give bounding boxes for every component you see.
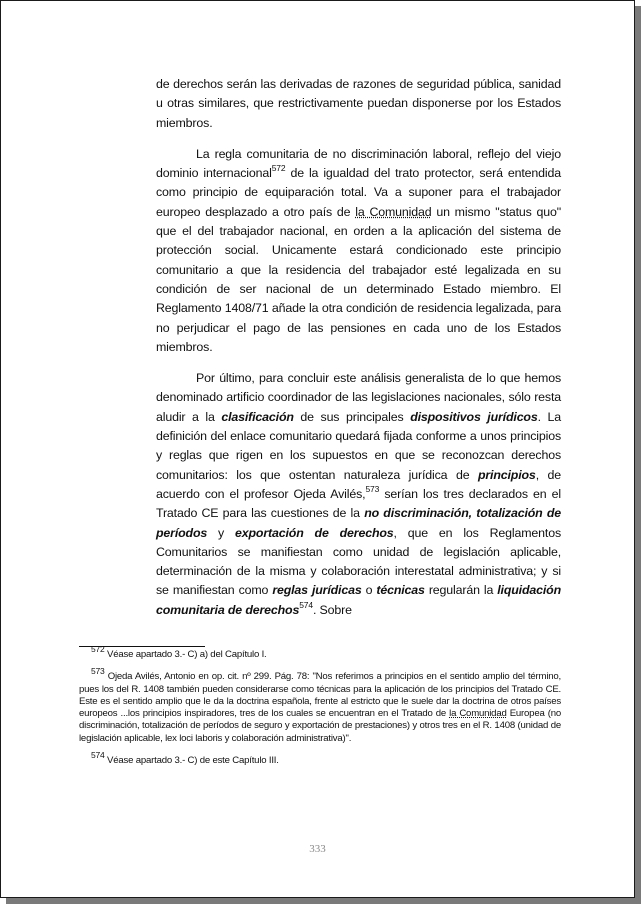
p3-emphasis-8: liquidación comunitaria de derechos: [156, 583, 561, 617]
p2-underlined-term: la Comunidad: [355, 204, 432, 219]
footnote-number: 574: [91, 749, 105, 760]
p3-text-f: y: [207, 525, 236, 540]
p3-text-g: , que en los Reglamentos Comunitarios se manifiestan como unidad de legislación aplicable, determinación de la misma y colaboración interestatal administrativa; y si se manifiestan como: [156, 525, 561, 598]
footnotes: [79, 643, 561, 767]
footnote-572: [79, 643, 561, 661]
footnote-text-cont: Europea (no discriminación, totalización de períodos de seguro y exportación de prestaciones) y otros tres en el R. 1408 (unidad de legislación aplicable, lex loci laboris y colaboración administrativa)".: [79, 708, 561, 744]
footnote-ref-573[interactable]: 573: [365, 483, 380, 494]
p2-text-b: de la igualdad del trato protector, será entendida como principio de equiparación total. Va a suponer para el trabajador europeo desplazado a otro país de: [156, 166, 561, 219]
p3-text-e: serían los tres declarados en el Tratado CE para las cuestiones de la: [156, 486, 561, 521]
page-number: 333: [309, 843, 326, 855]
p3-text-h: o: [361, 583, 377, 598]
footnote-text: Véase apartado 3.- C) de este Capítulo III.: [104, 755, 279, 767]
p3-emphasis-5: exportación de derechos: [235, 525, 394, 540]
p3-text-j: . Sobre: [312, 602, 352, 617]
footnote-number: 572: [91, 643, 105, 654]
footnote-text: Ojeda Avilés, Antonio en op. cit. nº 299. Pág. 78: "Nos referimos a principios en el sentido amplio del término, pues los del R. 1408 también pueden considerarse como técnicas para la aplicación de los principios del Tratado CE. Este es el sentido amplio que le da la doctrina española, frente al estricto que le suele dar la doctrina de otros países europeos ...los principios inspiradores, tres de los cuales se encuentran en el Tratado de: [79, 671, 561, 720]
p3-emphasis-3: principios: [477, 467, 536, 482]
footnote-ref-574[interactable]: 574: [299, 599, 313, 610]
paragraph-2: [156, 145, 561, 357]
p3-text-a: Por último, para concluir este análisis generalista de lo que hemos denominado artificio coordinador de las legislaciones nacionales, sólo resta aludir a la: [156, 371, 561, 424]
footnote-573: [79, 666, 561, 745]
p3-text-i: regularán la: [424, 583, 498, 598]
p3-text-d: , de acuerdo con el profesor Ojeda Avilés,: [156, 467, 561, 501]
p3-text-b: de sus principales: [293, 409, 411, 424]
p3-text-c: . La definición del enlace comunitario quedará fijada conforme a unos principios y reglas que rigen en los supuestos en que se reconozcan derechos comunitarios: los que ostentan naturaleza jurídica de: [156, 409, 561, 482]
footnote-number: 573: [91, 666, 105, 677]
footnote-574: [79, 749, 561, 767]
p3-emphasis-2: dispositivos jurídicos: [410, 409, 538, 424]
p3-emphasis-1: clasificación: [221, 409, 294, 424]
footnote-text: Véase apartado 3.- C) a) del Capítulo I.: [104, 649, 267, 660]
paragraph-1: [156, 75, 561, 133]
body-text: [156, 75, 561, 620]
p3-emphasis-4: no discriminación, totalización de períodos: [156, 506, 562, 540]
paragraph-3: [156, 369, 561, 620]
paragraph-1-text: de derechos serán las derivadas de razones de seguridad pública, sanidad u otras similares, que restrictivamente puedan disponerse por los Estados miembros.: [156, 77, 561, 130]
p3-emphasis-7: técnicas: [376, 583, 425, 598]
p3-emphasis-6: reglas jurídicas: [272, 583, 362, 598]
footnote-underlined-term: la Comunidad: [449, 708, 507, 720]
footnote-ref-572[interactable]: 572: [271, 163, 286, 174]
p2-text-a: La regla comunitaria de no discriminación laboral, reflejo del viejo dominio internacional: [156, 146, 561, 181]
p2-text-c: un mismo "status quo" que el del trabajador nacional, en orden a la aplicación del sistema de protección social. Unicamente estará condicionado este principio comunitario a que la residencia del trabajador esté legalizada en su condición de ser nacional de un determinado Estado miembro. El Reglamento 1408/71 añade la otra condición de residencia legalizada, para no perjudicar el pago de las pensiones en cada uno de los Estados miembros.: [156, 204, 562, 354]
